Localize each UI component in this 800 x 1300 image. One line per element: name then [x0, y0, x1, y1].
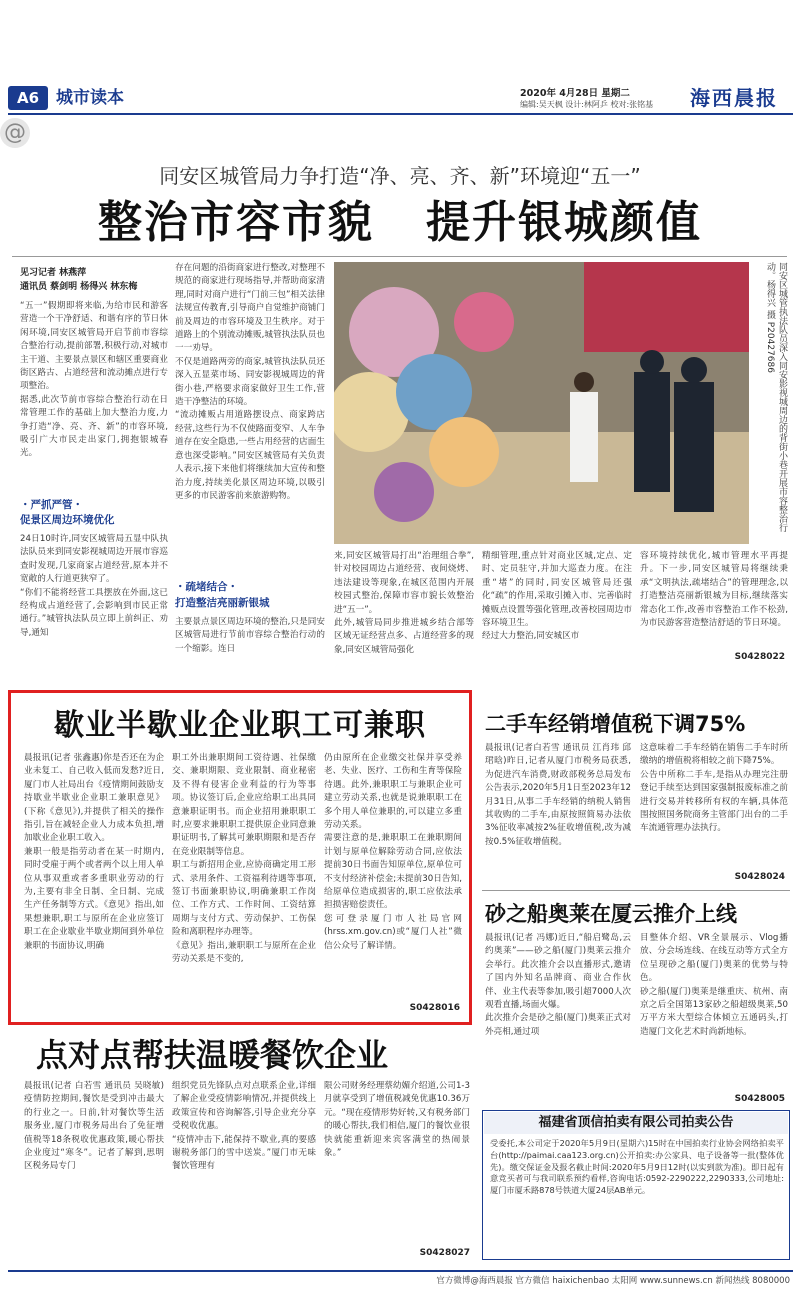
part-time-col1: 晨报讯(记者 张鑫惠)你是否还在为企业未复工、自己收入低而发愁?近日,厦门市人社局出台《疫情期间鼓励支持歇业半歇业企业职工兼职意见》(下称《意见》),并提供了相关的操作指引,旨在减轻企业人力成本负担,增加歇业企业职工收入。 兼职一般是指劳动者在某一时期内,同时受雇于两个或者两个以上用人单位从事双重或者多重职业劳动的行为,主要有非全日制、全日制、完成生产任务制等方式。《意见》指出,如果想兼职,职工与原所在企业应签订职工在企业歇业半歇业期间到外单位兼职的书面协议,明确: [24, 753, 164, 951]
used-car-col1: 晨报讯(记者白若雪 通讯员 江肖玮 邱珺晗)昨日,记者从厦门市税务局获悉,为促进汽车消费,财政部税务总局发布公告表示,2020年5月1日至2023年12月31日,从事二手车经销的纳税人销售其收购的二手车,由原按照简易办法依3%征收率减按2%征收增值税,改为减按0.5%征收增值税。: [485, 743, 631, 847]
lead-kicker: 同安区城管局力争打造“净、亮、齐、新”环境迎“五一”: [159, 164, 641, 188]
byline-correspondents: 通讯员 蔡剑明 杨得兴 林东梅: [20, 282, 138, 292]
part-time-col3: 仍由原所在企业缴交社保并享受养老、失业、医疗、工伤和生育等保险待遇。此外,兼职职工与兼职企业可建立劳动关系,也就是说兼职职工在多个用人单位兼职的,可以建立多重劳动关系。 需要注意的是,兼职职工在兼职期间计划与原单位解除劳动合同,应依法提前30日书面告知原单位,原单位可不支付经济补偿金;未提前30日告知,给原单位造成损害的,职工应依法承担损害赔偿责任。 您可登录厦门市人社局官网(hrss.xm.gov.cn)或“厦门人社”微信公众号了解详情。: [324, 753, 462, 951]
used-car-headline: 二手车经销增值税下调75%: [485, 712, 746, 736]
street-scene-illustration: [334, 262, 749, 544]
lead-col5: 容环境持续优化,城市管理水平再提升。下一步,同安区城管局将继续秉承“文明执法,疏堵结合”的管理理念,以打造整洁亮丽新银城为目标,继续落实常态化工作,改善市容整治工作不松劲,为市民游客营造整洁舒适的节日环境。: [640, 551, 788, 629]
issue-date: 2020年 4月28日 星期二: [520, 88, 630, 99]
part-time-code: S0428016: [409, 1003, 460, 1013]
lead-col1: “五一”假期即将来临,为给市民和游客营造一个干净舒适、和谐有序的节日休闲环境,同安区城管局开启节前市容综合整治行动,提前部署,积极行动,对城市主干道、主要景点景区和辖区重要商业街区路古、占道经营和流动摊点进行专项整治。 据悉,此次节前市容综合整治行动在日常管理工作的基础上加大整治力度,力争打造“净、亮、齐、新”的市容环境,吸引广大市民走出家门,拥抱银城春光。: [20, 301, 168, 459]
lead-photo: [334, 262, 749, 544]
part-time-col2: 职工外出兼职期间工资待遇、社保缴交、兼职期限、竞业限制、商业秘密及不得有侵害企业利益的行为等事项。协议签订后,企业应给职工出具同意兼职证明书。而企业招用兼职职工时,应要求兼职职工提供原企业同意兼职证明书,了解其可兼职期限和是否存在竞业限制等信息。 职工与新招用企业,应协商确定用工形式、录用条件、工资福利待遇等事项,签订书面兼职协议,明确兼职工作岗位、工作方式、工作时间、工资结算周期与支付方式、劳动保护、工伤保险和离职程序办理等。 《意见》指出,兼职职工与原所在企业劳动关系是不变的,: [172, 753, 316, 965]
auction-headline: 福建省顶信拍卖有限公司拍卖公告: [484, 1112, 788, 1134]
lead-col4: 精细管理,重点针对商业区城,定点、定时、定员驻守,并加大巡查力度。在注重“堵”的同时,同安区城管局还强化“疏”的作用,采取引摊入市、完善临时摊贩点设置等强化管理,改善校园周边市容环境卫生。 经过大力整治,同安城区市: [482, 551, 632, 642]
photo-caption: 同安区城管执法队员深入同安影视城周边的背街小巷开展市容整治行动。杨得兴 摄 P20427686: [765, 262, 787, 532]
catering-col3: 限公司财务经理蔡幼媚介绍道,公司1-3月就享受到了增值税减免优惠10.36万元。“现在疫情形势好转,又有税务部门的暖心帮扶,我们相信,厦门的餐饮业很快就能重新迎来宾客满堂的热闹景象。”: [324, 1081, 470, 1159]
editor-credits: 编辑:吴天枫 设计:林阿乒 校对:张铭基: [520, 100, 654, 109]
outlet-col2: 目整体介绍、VR全景展示、Vlog播放、分会场连线、在线互动等方式全方位呈现砂之船(厦门)奥莱的优势与特色。 砂之船(厦门)奥莱是继重庆、杭州、南京之后全国第13家砂之船超级奥莱,50万平方米大型综合体倾立五通码头,打造厦门文化艺术时尚新地标。: [640, 933, 788, 1037]
footer-contacts: 官方微博@海西晨报 官方微信 haixichenbao 太阳网 www.sunnews.cn 新闻热线 8080000: [436, 1276, 790, 1286]
masthead-rule: [8, 113, 793, 115]
section-title: 城市读本: [56, 88, 124, 108]
footer-rule: [8, 1270, 793, 1272]
lead-sub1: ・严抓严管・: [20, 499, 83, 511]
byline-reporter: 见习记者 林燕萍: [20, 268, 87, 278]
lead-sub2: ・疏堵结合・: [175, 581, 238, 593]
paper-logo: 海西晨报: [690, 86, 778, 110]
catering-headline: 点对点帮扶温暖餐饮企业: [36, 1036, 389, 1074]
outlet-col1: 晨报讯(记者 冯娜)近日,“船启鹭岛,云约奥莱”——砂之船(厦门)奥莱云推介会举行。此次推介会以直播形式,邀请了国内外知名品牌商、商业合作伙伴、业主代表等参加,吸引超7000人次观看直播,场面火爆。 此次推介会是砂之船(厦门)奥莱正式对外亮相,通过项: [485, 933, 631, 1037]
lead-col1b: 24日10时许,同安区城管局五显中队执法队员来到同安影视城周边开展市容巡查时发现,几家商家占道经营,原本并不宽敞的人行道更狭窄了。 “你们不能将经营工具摆放在外面,这已经构成占道经营了,会影响到市民正常通行。”城管执法队员立即上前纠正、劝导,通知: [20, 534, 168, 638]
lead-sub2b: 打造整洁亮丽新银城: [175, 597, 270, 609]
catering-code: S0428027: [419, 1248, 470, 1258]
catering-col1: 晨报讯(记者 白若雪 通讯员 吴晓敏)疫情防控期间,餐饮是受到冲击最大的行业之一。日前,针对餐饮等生活服务业,厦门市税务局出台了免征增值税等18条税收优惠政策,暖心帮扶企业度过“寒冬”。记者了解到,思明区税务局专门: [24, 1081, 164, 1172]
page-number: A6: [16, 89, 40, 107]
at-symbol-icon: @: [0, 118, 30, 148]
used-car-code: S0428024: [734, 872, 785, 882]
lead-code: S0428022: [734, 652, 785, 662]
lead-headline: 整治市容市貌 提升银城颜值: [98, 197, 702, 248]
auction-body: 受委托,本公司定于2020年5月9日(星期六)15时在中国拍卖行业协会网络拍卖平台(http://paimai.caa123.org.cn)公开拍卖:办公家具、电子设备等一批(整体优先)。缴交保证金及报名截止时间:2020年5月9日12时(以实到款为准)。即日起有意竞买者可与我司联系预约看样,咨询电话:0592-2290222,2290333,公司地址:厦门市厦禾路878号铁道大厦24层AB单元。: [490, 1138, 784, 1196]
lead-sub1b: 促景区周边环境优化: [20, 514, 115, 526]
used-car-col2: 这意味着二手车经销在销售二手车时所缴纳的增值税将相较之前下降75%。 公告中所称二手车,是指从办理完注册登记手续至达到国家强制报废标准之前进行交易并转移所有权的车辆,具体范围按照国务院商务主管部门出台的二手车流通管理办法执行。: [640, 743, 788, 834]
outlet-code: S0428005: [734, 1094, 785, 1104]
lead-col2: 存在问题的沿街商家进行整改,对整理不规范的商家进行现场指导,并帮助商家清理,同时对商户进行“门前三包”相关法律法规宣传教育,引导商户自觉维护商铺门前及周边的市容环境及卫生秩序。对于道路上的个别流动摊贩,城管执法队员也一一劝导。 不仅是道路两旁的商家,城管执法队员还深入五显菜市场、同安影视城周边的背街小巷,严格要求商家做好卫生工作,营造干净整洁的环境。 “流动摊贩占用道路摆设点、商家跨店经营,这些行为不仅使路面变窄、人车争道存在安全隐患,一些占用经营的店面生意也深受影响。”同安区城管局有关负责人表示,接下来他们将继续加大宣传和整治力度,持续美化景区周边环境,以吸引更多的市民游客前来旅游购物。: [175, 263, 325, 501]
lead-col3: 来,同安区城管局打出“治理组合拳”,针对校园周边占道经营、夜间烧烤、违法建设等现象,在城区范围内开展校园式整治,保障市容市貌长效整治进“五一”。 此外,城管局同步推进城乡结合部等区域无证经营点多、占道经营多的现象,同安区城管局强化: [334, 551, 474, 655]
catering-col2: 组织党员先锋队点对点联系企业,详细了解企业受疫情影响情况,并提供线上政策宣传和咨询解答,引导企业充分享受税收优惠。 “疫情冲击下,能保持不歇业,真的要感谢税务部门的雪中送炭。”厦门市无味餐饮管理有: [172, 1081, 316, 1172]
divider-1: [482, 890, 790, 891]
page-number-badge: [8, 86, 48, 110]
outlet-headline: 砂之船奥莱在厦云推介上线: [485, 902, 737, 926]
part-time-headline: 歇业半歇业企业职工可兼职: [54, 708, 426, 743]
lead-col2b: 主要景点景区周边环境的整治,只是同安区城管局进行节前市容综合整治行动的一个缩影。连日: [175, 617, 325, 654]
lead-rule: [12, 256, 787, 257]
